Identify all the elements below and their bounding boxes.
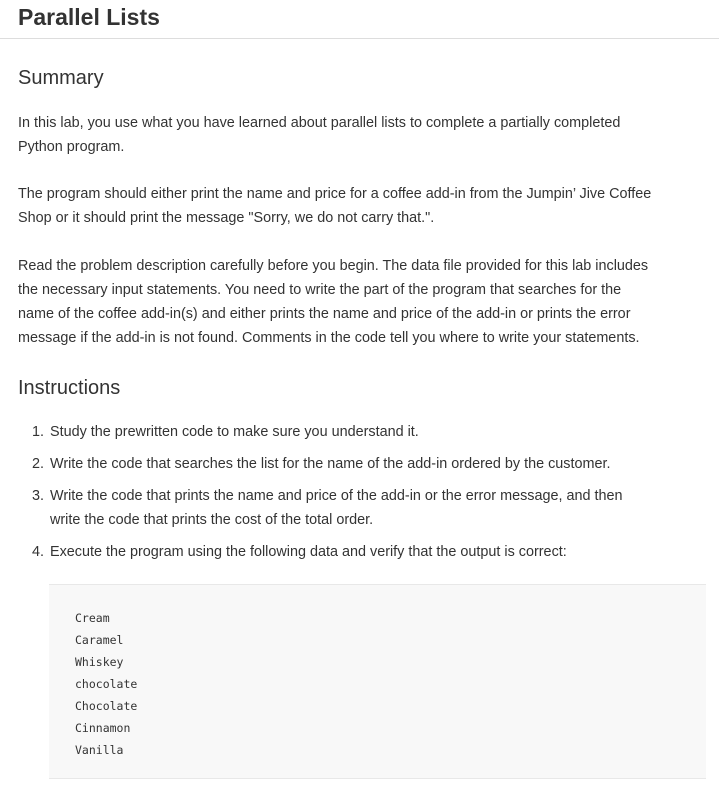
- step-number: 1.: [32, 424, 45, 440]
- instruction-step-1: [18, 420, 719, 444]
- test-data-code-block: [49, 584, 706, 779]
- test-data-line: Chocolate: [75, 699, 138, 713]
- instructions-heading: Instructions: [18, 377, 121, 399]
- summary-heading: Summary: [18, 67, 104, 89]
- step-text: write the code that prints the cost of the total order.: [50, 512, 374, 528]
- paragraph-line: name of the coffee add-in(s) and either prints the name and price of the add-in or prints the error: [18, 306, 631, 322]
- page-title: Parallel Lists: [18, 4, 160, 30]
- test-data-line: Whiskey: [75, 655, 124, 669]
- step-number: 2.: [32, 456, 45, 472]
- step-text: Study the prewritten code to make sure you understand it.: [50, 424, 419, 440]
- test-data-line: Vanilla: [75, 743, 124, 757]
- instruction-step-3: [18, 484, 719, 532]
- step-text: Execute the program using the following data and verify that the output is correct:: [50, 544, 567, 560]
- test-data-line: chocolate: [75, 677, 138, 691]
- summary-paragraph-details: [18, 254, 708, 350]
- page-header: [0, 0, 719, 39]
- test-data-line: Caramel: [75, 633, 124, 647]
- paragraph-line: Python program.: [18, 139, 125, 155]
- summary-paragraph-intro: [18, 111, 708, 159]
- instruction-step-4: [18, 540, 719, 564]
- step-text: Write the code that searches the list for the name of the add-in ordered by the customer.: [50, 456, 611, 472]
- paragraph-line: Shop or it should print the message "Sorry, we do not carry that.".: [18, 210, 435, 226]
- paragraph-line: The program should either print the name and price for a coffee add-in from the Jumpin’ Jive Coffee: [18, 186, 652, 202]
- test-data-line: Cinnamon: [75, 721, 131, 735]
- paragraph-line: In this lab, you use what you have learned about parallel lists to complete a partially completed: [18, 115, 621, 131]
- paragraph-line: the necessary input statements. You need to write the part of the program that searches for the: [18, 282, 622, 298]
- step-text: Write the code that prints the name and price of the add-in or the error message, and then: [50, 488, 623, 504]
- instruction-step-2: [18, 452, 719, 476]
- step-number: 3.: [32, 488, 45, 504]
- step-number: 4.: [32, 544, 45, 560]
- paragraph-line: message if the add-in is not found. Comments in the code tell you where to write your statements.: [18, 330, 640, 346]
- paragraph-line: Read the problem description carefully before you begin. The data file provided for this lab includes: [18, 258, 649, 274]
- summary-paragraph-program: [18, 182, 708, 230]
- test-data-line: Cream: [75, 611, 110, 625]
